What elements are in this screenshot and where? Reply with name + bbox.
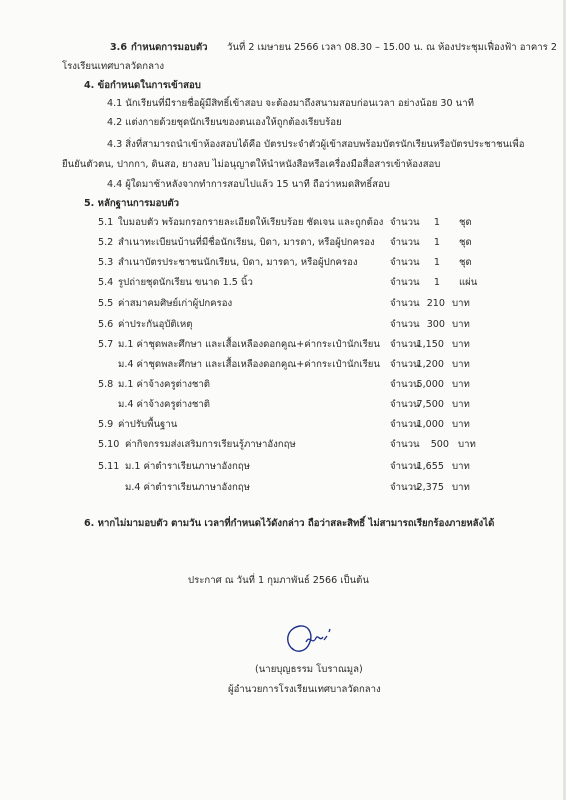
evidence-qty-label: จำนวน	[390, 379, 420, 390]
section-3-6-number: 3.6	[110, 42, 127, 53]
evidence-text: ม.4 ค่าจ้างครูต่างชาติ	[118, 399, 211, 410]
evidence-amount: 1	[433, 257, 440, 268]
evidence-qty-label: จำนวน	[390, 217, 420, 228]
evidence-qty-label: จำนวน	[390, 399, 420, 410]
evidence-number: 5.4	[98, 277, 114, 288]
evidence-amount: 1,150	[416, 339, 444, 350]
evidence-text: ม.1 ค่าตำราเรียนภาษาอังกฤษ	[125, 461, 250, 472]
evidence-amount: 500	[430, 439, 449, 450]
evidence-number: 5.9	[98, 419, 114, 430]
evidence-number: 5.8	[98, 379, 114, 390]
evidence-unit: บาท	[452, 298, 470, 309]
evidence-qty-label: จำนวน	[390, 319, 420, 330]
evidence-unit: แผ่น	[459, 277, 478, 288]
evidence-qty-label: จำนวน	[390, 461, 420, 472]
evidence-unit: บาท	[452, 419, 470, 430]
evidence-text: รูปถ่ายชุดนักเรียน ขนาด 1.5 นิ้ว	[118, 277, 253, 288]
section-4-item-continuation: ยืนยันตัวตน, ปากกา, ดินสอ, ยางลบ ไม่อนุญาตให้นำหนังสือหรือเครื่องมือสื่อสารเข้าห้องสอบ	[62, 159, 441, 170]
evidence-text: ค่าประกันอุบัติเหตุ	[118, 319, 193, 330]
evidence-text: สำเนาทะเบียนบ้านที่มีชื่อนักเรียน, บิดา, มารดา, หรือผู้ปกครอง	[118, 237, 375, 248]
evidence-amount: 1	[433, 217, 440, 228]
section-3-6-text: วันที่ 2 เมษายน 2566 เวลา 08.30 – 15.00 น. ณ ห้องประชุมเฟื่องฟ้า อาคาร 2	[227, 42, 557, 53]
evidence-unit: ชุด	[459, 237, 472, 248]
evidence-unit: บาท	[452, 359, 470, 370]
evidence-number: 5.3	[98, 257, 114, 268]
evidence-number: 5.11	[98, 461, 120, 472]
evidence-qty-label: จำนวน	[390, 359, 420, 370]
evidence-unit: ชุด	[459, 217, 472, 228]
evidence-unit: บาท	[452, 379, 470, 390]
evidence-amount: 5,000	[416, 379, 444, 390]
evidence-amount: 1	[433, 237, 440, 248]
evidence-text: ค่ากิจกรรมส่งเสริมการเรียนรู้ภาษาอังกฤษ	[125, 439, 296, 450]
section-3-6-continuation: โรงเรียนเทศบาลวัดกลาง	[62, 61, 165, 72]
evidence-number: 5.1	[98, 217, 114, 228]
evidence-text: ม.4 ค่าชุดพละศึกษา และเสื้อเหลืองดอกคูณ+ค่ากระเป๋านักเรียน	[118, 359, 380, 370]
evidence-qty-label: จำนวน	[390, 339, 420, 350]
evidence-text: ม.1 ค่าจ้างครูต่างชาติ	[118, 379, 211, 390]
evidence-amount: 7,500	[416, 399, 444, 410]
evidence-unit: ชุด	[459, 257, 472, 268]
evidence-number: 5.10	[98, 439, 120, 450]
signer-name: (นายบุญธรรม โบราณมูล)	[255, 664, 363, 675]
section-4-heading: 4. ข้อกำหนดในการเข้าสอบ	[84, 80, 201, 91]
evidence-qty-label: จำนวน	[390, 298, 420, 309]
evidence-text: ค่าสมาคมศิษย์เก่าผู้ปกครอง	[118, 298, 233, 309]
section-4-item: 4.2 แต่งกายด้วยชุดนักเรียนของตนเองให้ถูกต้องเรียบร้อย	[107, 117, 342, 128]
signer-position: ผู้อำนวยการโรงเรียนเทศบาลวัดกลาง	[228, 684, 381, 695]
section-4-item: 4.1 นักเรียนที่มีรายชื่อผู้มีสิทธิ์เข้าสอบ จะต้องมาถึงสนามสอบก่อนเวลา อย่างน้อย 30 นาที	[107, 98, 474, 109]
evidence-unit: บาท	[458, 439, 476, 450]
evidence-text: ค่าปรับพื้นฐาน	[118, 419, 178, 430]
evidence-qty-label: จำนวน	[390, 419, 420, 430]
evidence-qty-label: จำนวน	[390, 237, 420, 248]
section-4-item: 4.4 ผู้ใดมาช้าหลังจากทำการสอบไปแล้ว 15 นาที ถือว่าหมดสิทธิ์สอบ	[107, 179, 390, 190]
evidence-unit: บาท	[452, 319, 470, 330]
evidence-amount: 1,000	[416, 419, 444, 430]
evidence-unit: บาท	[452, 399, 470, 410]
evidence-text: ใบมอบตัว พร้อมกรอกรายละเอียดให้เรียบร้อย ชัดเจน และถูกต้อง	[118, 217, 384, 228]
evidence-text: สำเนาบัตรประชาชนนักเรียน, บิดา, มารดา, หรือผู้ปกครอง	[118, 257, 358, 268]
evidence-text: ม.4 ค่าตำราเรียนภาษาอังกฤษ	[125, 482, 250, 493]
evidence-unit: บาท	[452, 461, 470, 472]
evidence-amount: 1	[433, 277, 440, 288]
evidence-number: 5.2	[98, 237, 114, 248]
evidence-amount: 2,375	[416, 482, 444, 493]
evidence-unit: บาท	[452, 482, 470, 493]
evidence-qty-label: จำนวน	[390, 277, 420, 288]
section-5-heading: 5. หลักฐานการมอบตัว	[84, 198, 180, 209]
section-4-item: 4.3 สิ่งที่สามารถนำเข้าห้องสอบได้คือ บัตรประจำตัวผู้เข้าสอบพร้อมบัตรนักเรียนหรือบัตรประชาชนเพื่อ	[107, 139, 525, 150]
evidence-number: 5.6	[98, 319, 114, 330]
evidence-number: 5.7	[98, 339, 114, 350]
evidence-amount: 1,200	[416, 359, 444, 370]
evidence-amount: 210	[426, 298, 445, 309]
evidence-text: ม.1 ค่าชุดพละศึกษา และเสื้อเหลืองดอกคูณ+ค่ากระเป๋านักเรียน	[118, 339, 380, 350]
evidence-qty-label: จำนวน	[390, 439, 420, 450]
evidence-unit: บาท	[452, 339, 470, 350]
signature-image	[280, 620, 352, 660]
evidence-amount: 300	[426, 319, 445, 330]
announcement-date: ประกาศ ณ วันที่ 1 กุมภาพันธ์ 2566 เป็นต้น	[188, 575, 369, 586]
evidence-number: 5.5	[98, 298, 114, 309]
section-6-text: 6. หากไม่มามอบตัว ตามวัน เวลาที่กำหนดไว้ดังกล่าว ถือว่าสละสิทธิ์ ไม่สามารถเรียกร้องภายหลังได้	[84, 518, 495, 529]
section-3-6-title: กำหนดการมอบตัว	[131, 42, 208, 53]
evidence-qty-label: จำนวน	[390, 482, 420, 493]
evidence-amount: 1,655	[416, 461, 444, 472]
evidence-qty-label: จำนวน	[390, 257, 420, 268]
